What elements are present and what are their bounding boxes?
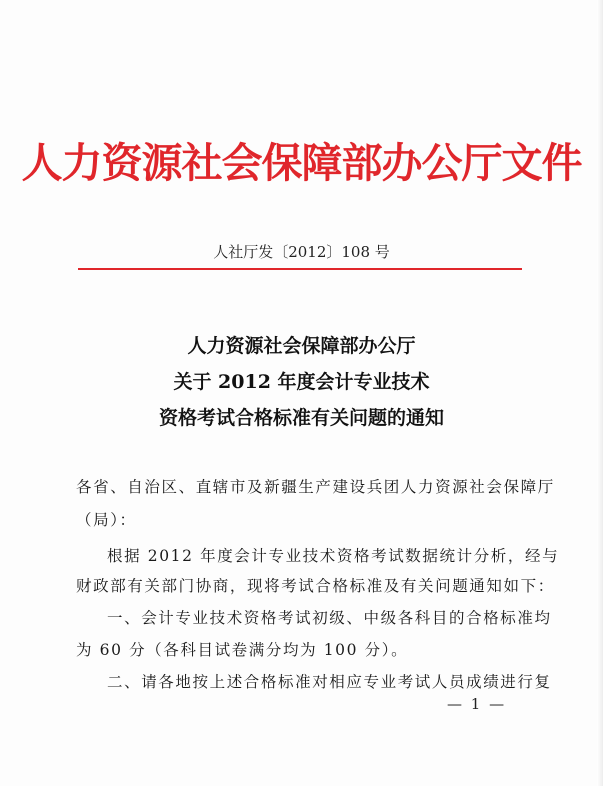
body-paragraph-1-line-2: 财政部有关部门协商，现将考试合格标准及有关问题通知如下： bbox=[76, 577, 555, 595]
red-divider-line bbox=[78, 268, 522, 270]
addressee-line-2: （局）： bbox=[76, 511, 137, 529]
scan-shadow-edge bbox=[597, 0, 603, 786]
body-item-1-line-1: 一、会计专业技术资格考试初级、中级各科目的合格标准均 bbox=[107, 609, 552, 627]
body-paragraph-1-line-1: 根据 2012 年度会计专业技术资格考试数据统计分析，经与 bbox=[107, 547, 560, 565]
notice-title-line-1: 人力资源社会保障部办公厅 bbox=[187, 335, 416, 357]
addressee-line-1: 各省、自治区、直辖市及新疆生产建设兵团人力资源社会保障厅 bbox=[76, 478, 555, 496]
notice-title-line-2: 关于 2012 年度会计专业技术 bbox=[173, 371, 430, 393]
agency-header-title: 人力资源社会保障部办公厅文件 bbox=[21, 139, 582, 187]
document-number: 人社厅发〔2012〕108 号 bbox=[213, 243, 390, 261]
body-item-2-line-1: 二、请各地按上述合格标准对相应专业考试人员成绩进行复 bbox=[107, 673, 552, 691]
notice-title-line-3: 资格考试合格标准有关问题的通知 bbox=[158, 407, 444, 429]
page-number: — 1 — bbox=[447, 695, 507, 713]
body-item-1-line-2: 为 60 分（各科目试卷满分均为 100 分）。 bbox=[76, 641, 409, 659]
